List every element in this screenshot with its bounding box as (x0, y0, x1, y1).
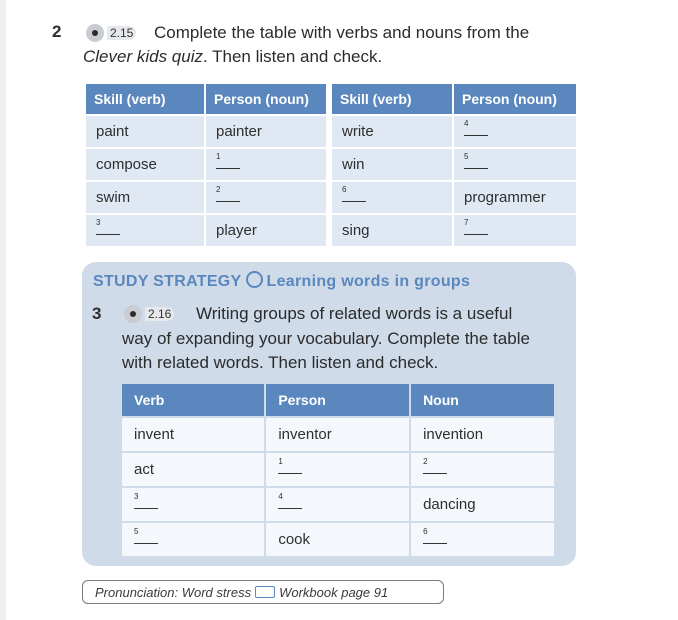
table-cell: cook (266, 523, 411, 558)
blank-number: 4 (278, 492, 283, 501)
table-cell: invention (411, 418, 556, 453)
blank-number: 5 (134, 527, 139, 536)
blank-cell[interactable] (266, 488, 411, 523)
blank-number: 3 (134, 492, 139, 501)
blank-number: 6 (342, 185, 347, 194)
blank-cell[interactable] (122, 523, 266, 558)
table-row (122, 418, 556, 453)
exercise-3-line2: way of expanding your vocabulary. Complete the table (122, 329, 530, 348)
exercise-2-table (86, 84, 578, 248)
table-cell: paint (86, 116, 206, 149)
answer-blank[interactable] (278, 457, 302, 474)
exercise-3-line3: with related words. Then listen and check. (122, 353, 439, 372)
page-edge (0, 0, 6, 620)
study-strategy-title (93, 271, 470, 291)
col-header: Person (noun) (454, 84, 578, 116)
table-cell: inventor (266, 418, 411, 453)
blank-number: 2 (423, 457, 428, 466)
blank-cell[interactable] (266, 453, 411, 488)
blank-number: 6 (423, 527, 428, 536)
blank-number: 2 (216, 185, 221, 194)
audio-track-2-16[interactable] (124, 305, 174, 323)
answer-blank[interactable] (134, 527, 158, 544)
answer-blank[interactable] (423, 457, 447, 474)
table-cell: swim (86, 182, 206, 215)
col-header: Skill (verb) (332, 84, 454, 116)
exercise-2-instruction-line2 (83, 45, 382, 68)
pronunciation-label: Pronunciation: Word stress (95, 584, 252, 600)
answer-blank[interactable] (216, 152, 240, 169)
blank-cell[interactable] (454, 149, 578, 182)
exercise-3-number: 3 (92, 304, 102, 323)
arrow-icon (255, 586, 275, 598)
quiz-title: Clever kids quiz (83, 47, 203, 66)
table-cell: programmer (454, 182, 578, 215)
col-header: Person (266, 384, 411, 418)
cd-icon (124, 305, 142, 323)
blank-number: 3 (96, 218, 101, 227)
answer-blank[interactable] (342, 185, 366, 202)
strategy-label: STUDY STRATEGY (93, 273, 242, 290)
exercise-3-table (122, 384, 556, 558)
blank-cell[interactable] (206, 182, 328, 215)
strategy-topic: Learning words in groups (266, 273, 471, 290)
table-cell: compose (86, 149, 206, 182)
table-cell: win (332, 149, 454, 182)
table-cell: dancing (411, 488, 556, 523)
table-row (86, 215, 578, 248)
table-row (122, 523, 556, 558)
table-row (86, 182, 578, 215)
workbook-reference: Workbook page 91 (279, 584, 389, 600)
col-header: Skill (verb) (86, 84, 206, 116)
answer-blank[interactable] (423, 527, 447, 544)
blank-cell[interactable] (454, 215, 578, 248)
exercise-2-number: 2 (52, 22, 62, 41)
blank-cell[interactable] (454, 116, 578, 149)
table-cell: player (206, 215, 328, 248)
answer-blank[interactable] (96, 218, 120, 235)
track-number: 2.16 (145, 307, 174, 321)
instruction-rest: . Then listen and check. (203, 47, 383, 66)
col-header: Verb (122, 384, 266, 418)
blank-number: 5 (464, 152, 469, 161)
blank-number: 1 (278, 457, 283, 466)
table-row (122, 488, 556, 523)
blank-number: 1 (216, 152, 221, 161)
table-cell: write (332, 116, 454, 149)
table-cell: invent (122, 418, 266, 453)
exercise-3-line1: Writing groups of related words is a useful (196, 304, 513, 323)
exercise-2-instruction-line1: Complete the table with verbs and nouns from the (154, 23, 530, 42)
answer-blank[interactable] (134, 492, 158, 509)
blank-cell[interactable] (411, 523, 556, 558)
blank-cell[interactable] (206, 149, 328, 182)
blank-number: 7 (464, 218, 469, 227)
answer-blank[interactable] (464, 152, 488, 169)
answer-blank[interactable] (216, 185, 240, 202)
blank-cell[interactable] (86, 215, 206, 248)
answer-blank[interactable] (464, 119, 488, 136)
answer-blank[interactable] (464, 218, 488, 235)
table-cell: act (122, 453, 266, 488)
blank-cell[interactable] (332, 182, 454, 215)
table-cell: sing (332, 215, 454, 248)
col-header: Person (noun) (206, 84, 328, 116)
audio-track-2-15[interactable] (86, 24, 136, 42)
table-row (86, 116, 578, 149)
cd-icon (86, 24, 104, 42)
table-cell: painter (206, 116, 328, 149)
table-row (86, 149, 578, 182)
answer-blank[interactable] (278, 492, 302, 509)
blank-number: 4 (464, 119, 469, 128)
circle-icon (246, 271, 263, 288)
track-number: 2.15 (107, 26, 136, 40)
pronunciation-link[interactable] (82, 580, 444, 604)
table-row (122, 453, 556, 488)
blank-cell[interactable] (122, 488, 266, 523)
col-header: Noun (411, 384, 556, 418)
blank-cell[interactable] (411, 453, 556, 488)
